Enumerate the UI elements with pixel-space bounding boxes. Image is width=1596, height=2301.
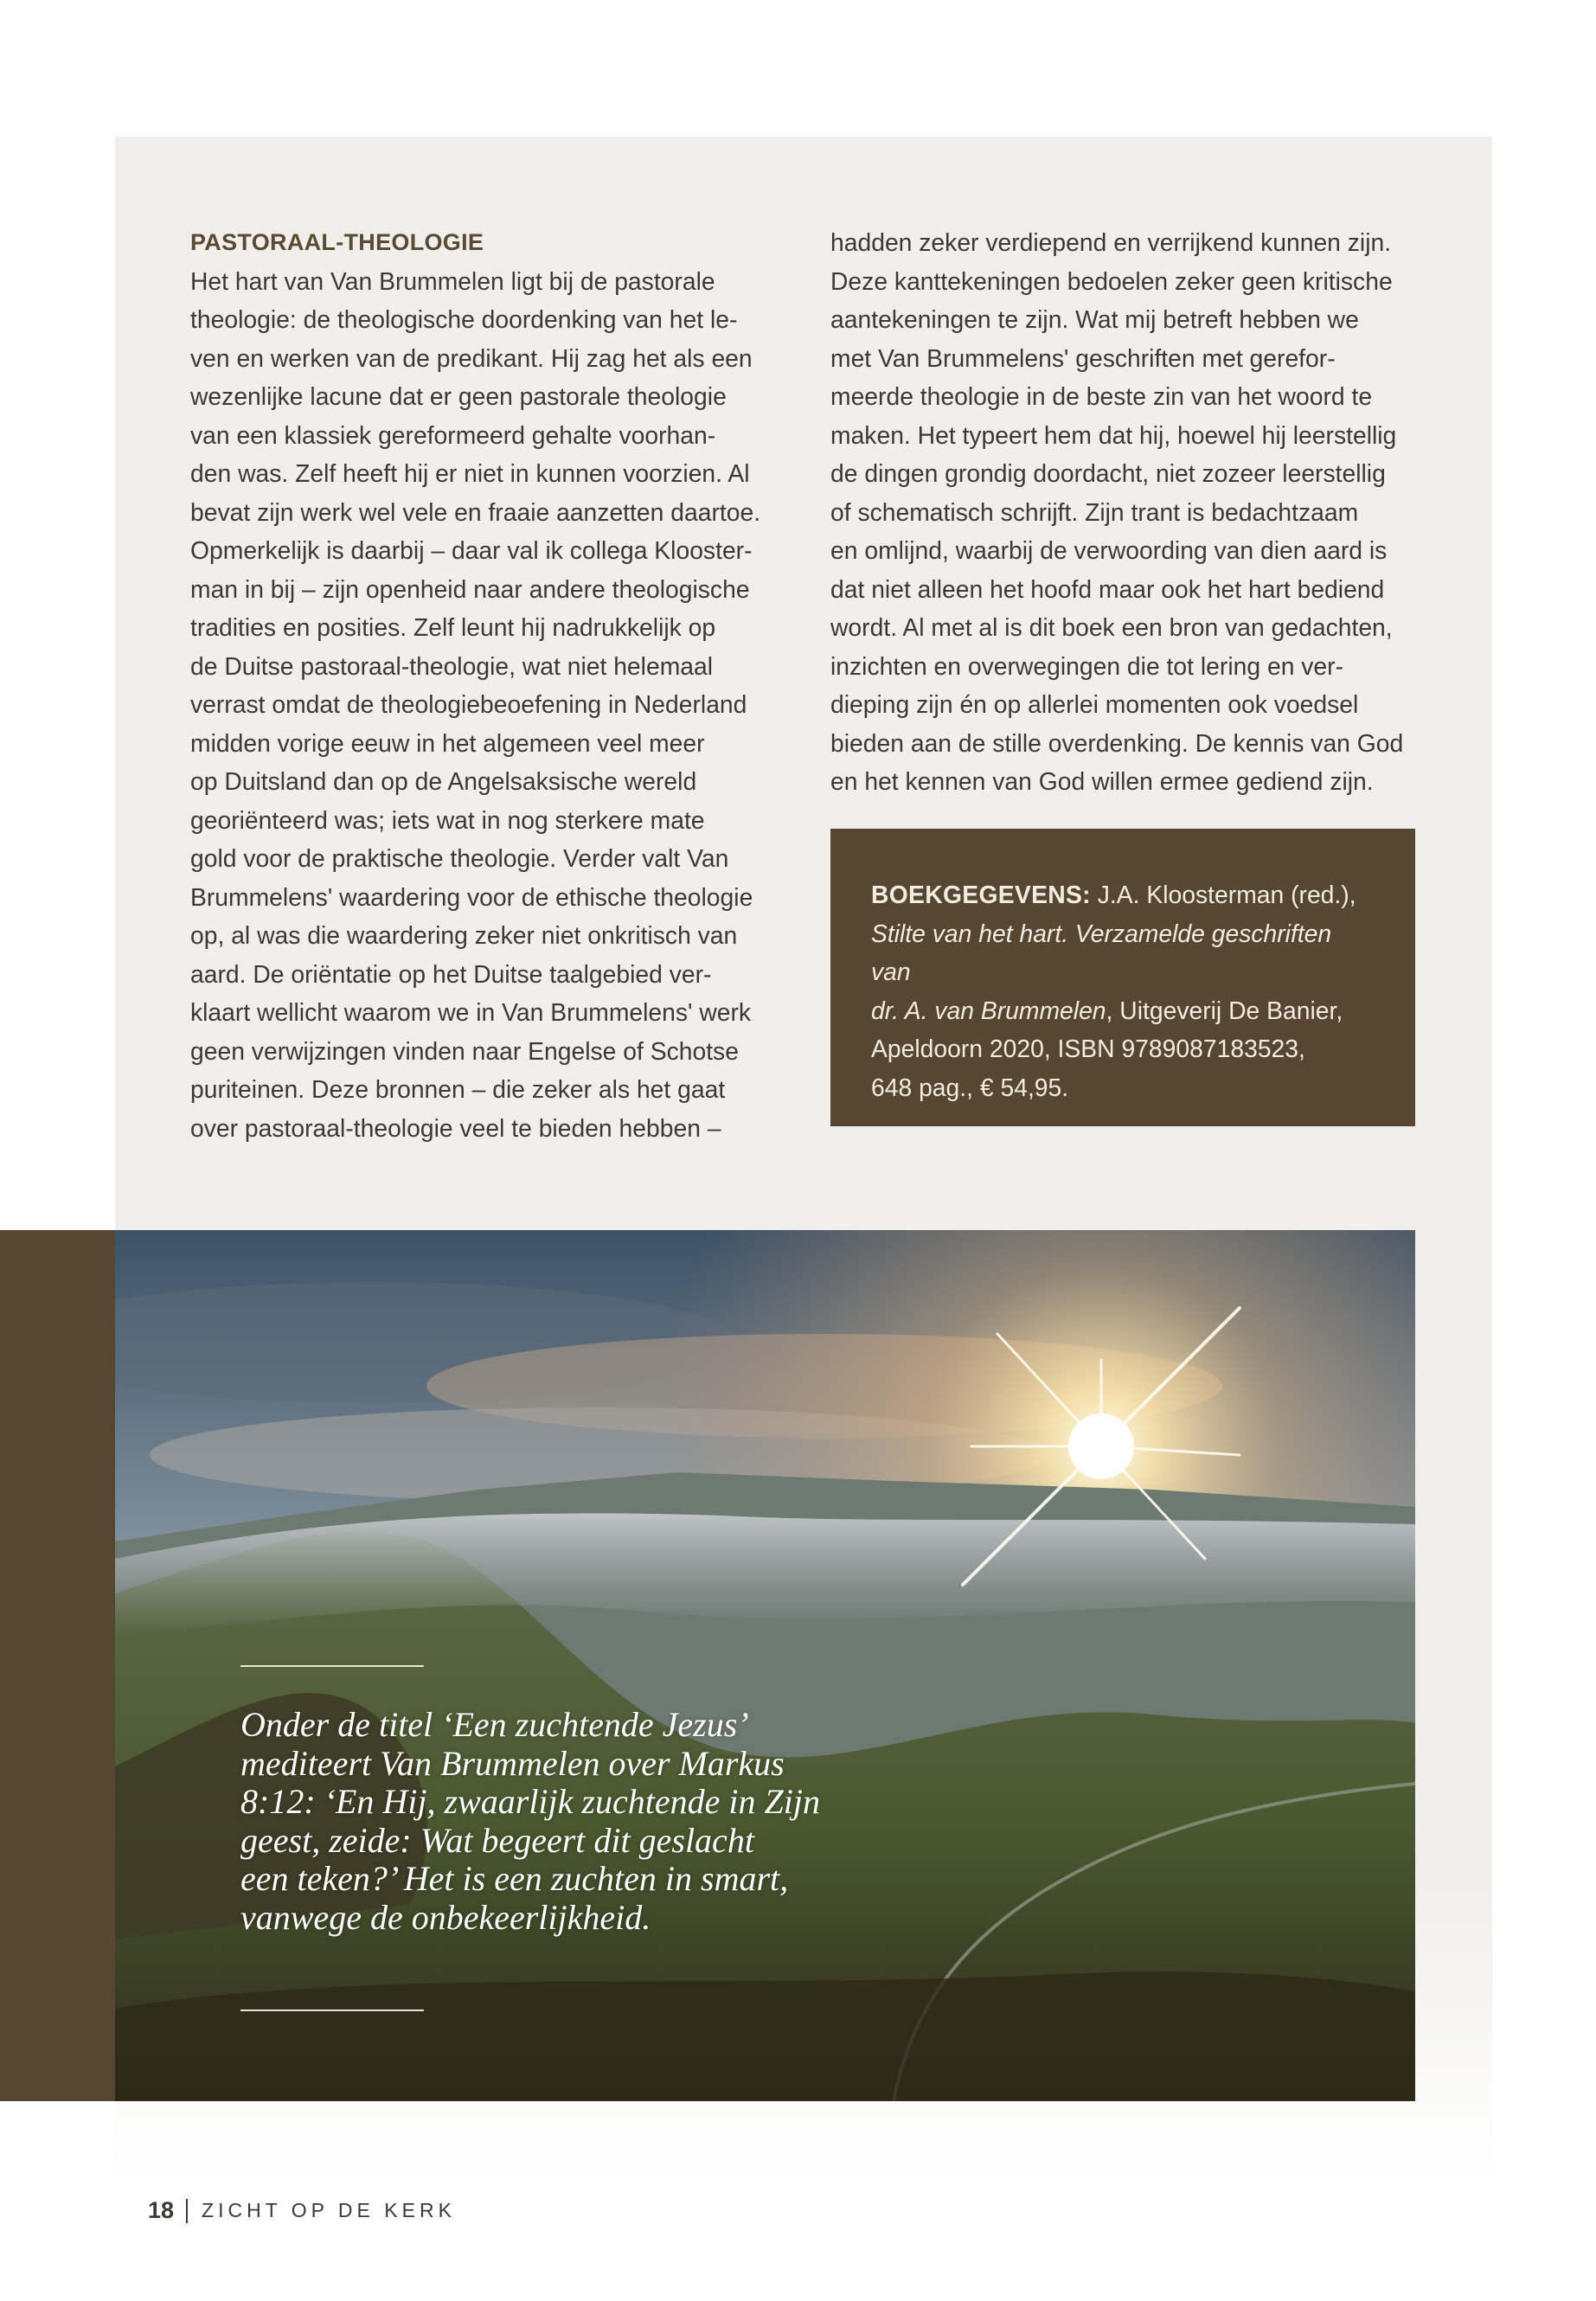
paragraph-line: dieping zijn én op allerlei momenten ook voedsel <box>830 690 1359 718</box>
quote-rule-top <box>240 1665 424 1667</box>
quote-line: vanwege de onbekeerlijkheid. <box>240 1897 651 1937</box>
paragraph-line: met Van Brummelens' geschriften met gerefor- <box>830 343 1336 372</box>
paragraph-line: meerde theologie in de beste zin van het woord te <box>830 382 1373 410</box>
quote-line: geest, zeide: Wat begeert dit geslacht <box>240 1820 754 1860</box>
paragraph-line: en het kennen van God willen ermee gediend zijn. <box>830 767 1374 795</box>
book-publisher: , Uitgeverij De Banier, <box>1106 996 1343 1024</box>
paragraph-line: geen verwijzingen vinden naar Engelse of Schotse <box>190 1036 739 1065</box>
paragraph-line: wezenlijke lacune dat er geen pastorale theologie <box>190 382 727 410</box>
footer-divider <box>186 2199 188 2223</box>
book-author: dr. A. van Brummelen <box>871 996 1106 1024</box>
paragraph-line: midden vorige eeuw in het algemeen veel meer <box>190 728 705 757</box>
magazine-name: ZICHT OP DE KERK <box>202 2199 456 2221</box>
paragraph-line: de dingen grondig doordacht, niet zozeer leerstellig <box>830 459 1386 487</box>
paragraph-line: hadden zeker verdiepend en verrijkend kunnen zijn. <box>830 228 1392 256</box>
book-info-box <box>830 829 1415 1126</box>
quote-rule-bottom <box>240 2009 424 2011</box>
paragraph-line: van een klassiek gereformeerd gehalte voorhan- <box>190 420 716 449</box>
paragraph-line: Het hart van Van Brummelen ligt bij de pastorale <box>190 266 715 295</box>
book-info-line-2 <box>871 914 1374 991</box>
paragraph-line: ven en werken van de predikant. Hij zag het als een <box>190 343 753 372</box>
paragraph-line: dat niet alleen het hoofd maar ook het hart bediend <box>830 574 1385 603</box>
book-editor: J.A. Kloosterman (red.), <box>1097 881 1356 908</box>
paragraph-line: Brummelens' waardering voor de ethische theologie <box>190 882 753 911</box>
brown-accent-bar <box>0 1230 115 2101</box>
article-right-column <box>830 223 1427 801</box>
paragraph-line: bevat zijn werk wel vele en fraaie aanzetten daartoe. <box>190 497 761 526</box>
paragraph-line: bieden aan de stille overdenking. De kennis van God <box>830 728 1404 757</box>
paragraph-line: man in bij – zijn openheid naar andere theologische <box>190 574 750 603</box>
paragraph-line: inzichten en overwegingen die tot lering en ver- <box>830 651 1344 680</box>
section-heading: PASTORAAL-THEOLOGIE <box>190 229 484 255</box>
book-info-line-4: Apeldoorn 2020, ISBN 9789087183523, <box>871 1035 1305 1062</box>
paragraph-line: gold voor de praktische theologie. Verder valt Van <box>190 844 729 872</box>
book-title: Stilte van het hart. Verzamelde geschriften van <box>871 919 1332 985</box>
quote-line: Onder de titel ‘Een zuchtende Jezus’ <box>240 1705 749 1744</box>
paragraph-line: maken. Het typeert hem dat hij, hoewel hij leerstellig <box>830 420 1397 449</box>
page-number: 18 <box>148 2197 175 2223</box>
paragraph-line: tradities en posities. Zelf leunt hij nadrukkelijk op <box>190 613 716 641</box>
paragraph-line: de Duitse pastoraal-theologie, wat niet helemaal <box>190 651 714 680</box>
paragraph-line: theologie: de theologische doordenking van het le- <box>190 305 738 333</box>
page-footer <box>148 2197 456 2224</box>
article-left-column <box>190 223 787 1147</box>
quote-line: 8:12: ‘En Hij, zwaarlijk zuchtende in Zijn <box>240 1782 820 1821</box>
paragraph-line: aantekeningen te zijn. Wat mij betreft hebben we <box>830 305 1359 333</box>
book-info-line-3 <box>871 991 1374 1030</box>
quote-line: mediteert Van Brummelen over Markus <box>240 1743 785 1783</box>
paragraph-line: over pastoraal-theologie veel te bieden hebben – <box>190 1113 721 1142</box>
paragraph-line: op, al was die waardering zeker niet onkritisch van <box>190 921 738 949</box>
book-info-line-1 <box>871 875 1374 914</box>
paragraph-line: den was. Zelf heeft hij er niet in kunnen voorzien. Al <box>190 459 750 487</box>
paragraph-line: of schematisch schrijft. Zijn trant is bedachtzaam <box>830 497 1359 526</box>
book-info-line-5: 648 pag., € 54,95. <box>871 1073 1069 1101</box>
paragraph-line: georiënteerd was; iets wat in nog sterkere mate <box>190 805 705 834</box>
pull-quote <box>240 1706 829 1937</box>
paragraph-line: aard. De oriëntatie op het Duitse taalgebied ver- <box>190 959 712 988</box>
paragraph-line: wordt. Al met al is dit boek een bron van gedachten, <box>830 613 1393 641</box>
quote-line: een teken?’ Het is een zuchten in smart, <box>240 1859 789 1898</box>
book-info-label: BOEKGEGEVENS: <box>871 881 1091 908</box>
paragraph-line: Deze kanttekeningen bedoelen zeker geen kritische <box>830 266 1393 295</box>
paragraph-line: verrast omdat de theologiebeoefening in Nederland <box>190 690 747 718</box>
paragraph-line: en omlijnd, waarbij de verwoording van dien aard is <box>830 536 1388 564</box>
landscape-photo <box>115 1230 1415 2101</box>
paragraph-line: Opmerkelijk is daarbij – daar val ik collega Klooster- <box>190 536 753 564</box>
paragraph-line: op Duitsland dan op de Angelsaksische wereld <box>190 767 697 795</box>
paragraph-line: puriteinen. Deze bronnen – die zeker als het gaat <box>190 1075 726 1103</box>
paragraph-line: klaart wellicht waarom we in Van Brummelens' werk <box>190 998 752 1026</box>
